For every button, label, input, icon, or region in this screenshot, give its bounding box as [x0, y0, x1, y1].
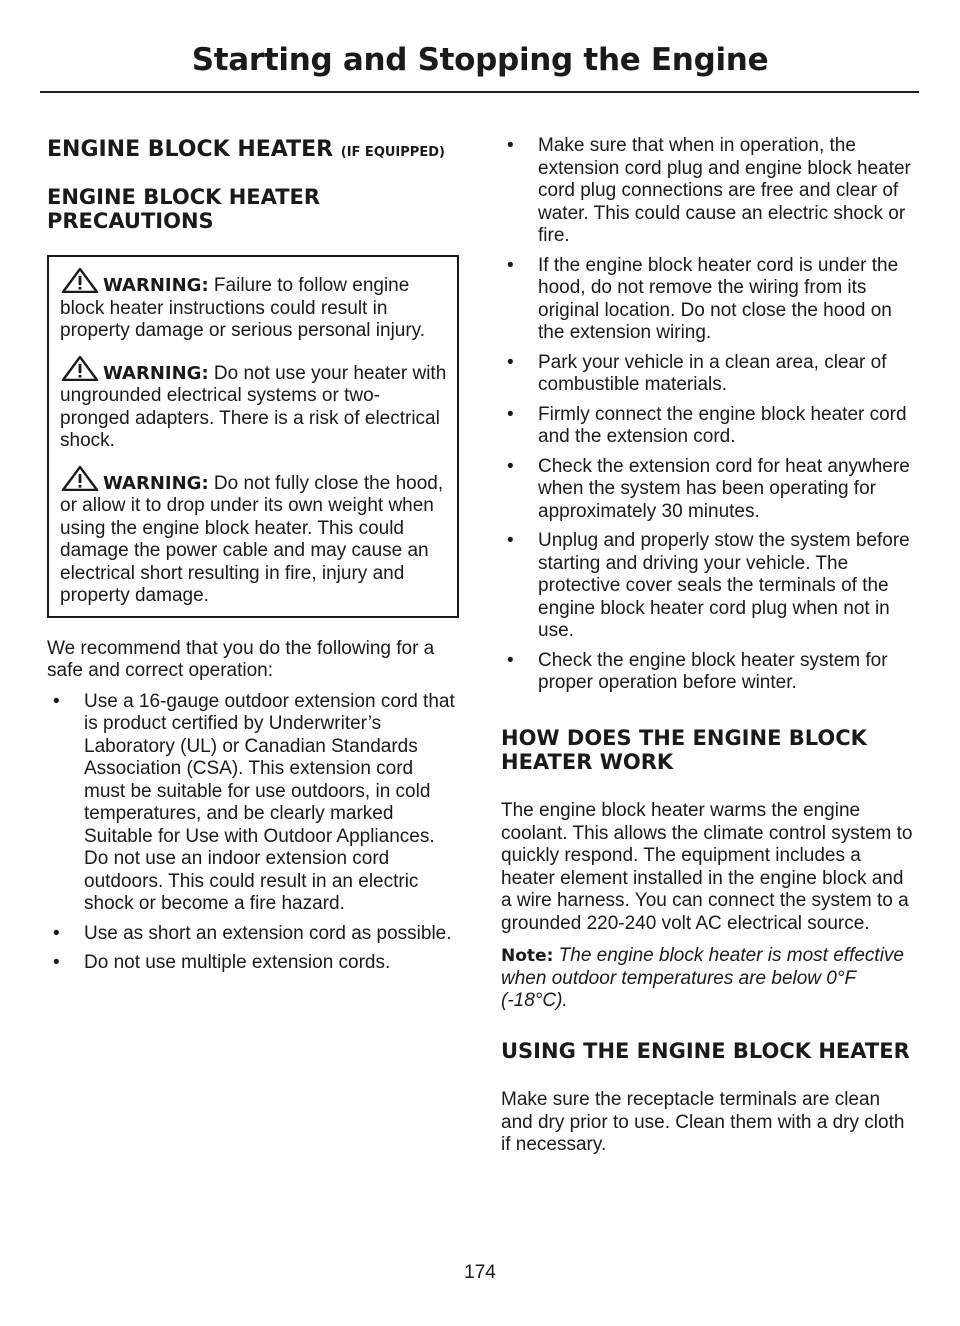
warning-triangle-icon — [61, 267, 99, 293]
warning-text: Failure to follow engine block heater instructions could result in property damage or serious personal injury. — [60, 275, 426, 342]
bullet: • — [53, 922, 60, 944]
warning-text: Do not fully close the hood, or allow it to drop under its own weight when using the engine block heater. This could damage the power cable and may cause an electrical short resulting in fire, injury and property damage. — [60, 472, 444, 607]
list-item-text: Check the extension cord for heat anywhere when the system has been operating for approximately 30 minutes. — [538, 455, 910, 522]
bullet: • — [53, 952, 60, 974]
bullet: • — [507, 649, 514, 671]
warning-box — [47, 255, 459, 618]
warning-item — [60, 355, 448, 453]
list-item-text: Use a 16-gauge outdoor extension cord that is product certified by Underwriter’s Laboratory (UL) or Canadian Standards Association (CSA). This extension cord must be suitable for use outdoors, in cold temperatures, and be clearly marked Suitable for Use with Outdoor Appliances. Do not use an indoor extension cord outdoors. This could result in an electric shock or become a fire hazard. — [84, 690, 455, 915]
section-heading-engine-block-heater — [47, 135, 459, 165]
list-item — [501, 650, 913, 695]
header-divider — [40, 91, 919, 93]
note-label: Note: — [501, 946, 554, 967]
heading-suffix: (IF EQUIPPED) — [340, 145, 445, 160]
bullet: • — [507, 254, 514, 276]
subsection-heading-precautions: ENGINE BLOCK HEATER PRECAUTIONS — [47, 184, 321, 234]
list-item-text: Firmly connect the engine block heater cord and the extension cord. — [538, 403, 907, 447]
using-heater-paragraph: Make sure the receptacle terminals are clean and dry prior to use. Clean them with a dry cloth if necessary. — [501, 1089, 905, 1156]
list-item — [47, 691, 459, 916]
list-item — [501, 135, 913, 248]
list-item — [501, 404, 913, 449]
page-number: 174 — [464, 1262, 496, 1283]
heading-text: ENGINE BLOCK HEATER — [47, 137, 334, 162]
warning-item — [60, 465, 448, 608]
warning-label: WARNING: — [103, 275, 209, 297]
warning-item — [60, 267, 448, 343]
bullet: • — [507, 455, 514, 477]
warning-label: WARNING: — [103, 472, 209, 494]
left-column — [47, 135, 459, 982]
precaution-list-continued — [501, 135, 913, 695]
list-item — [47, 952, 459, 975]
list-item — [501, 530, 913, 643]
list-item-text: If the engine block heater cord is under the hood, do not remove the wiring from its original location. Do not close the hood on the extension wiring. — [538, 254, 899, 343]
bullet: • — [507, 530, 514, 551]
note-text: The engine block heater is most effective when outdoor temperatures are below 0°F (-18°C). — [501, 945, 905, 1012]
list-item — [501, 255, 913, 345]
warning-text: Do not use your heater with ungrounded electrical systems or two-pronged adapters. There is a risk of electrical shock. — [60, 362, 447, 452]
list-item-text: Unplug and properly stow the system before starting and driving your vehicle. The protective cover seals the terminals of the engine block heater cord plug when not in use. — [538, 530, 910, 641]
warning-triangle-icon — [61, 355, 99, 381]
list-item-text: Park your vehicle in a clean area, clear of combustible materials. — [538, 351, 887, 395]
bullet: • — [53, 690, 60, 712]
list-item — [501, 352, 913, 397]
precaution-list — [47, 691, 459, 975]
list-item-text: Do not use multiple extension cords. — [84, 952, 391, 974]
list-item — [47, 923, 459, 946]
right-column — [501, 135, 913, 1165]
bullet: • — [507, 351, 514, 373]
subsection-heading-how-it-works: HOW DOES THE ENGINE BLOCK HEATER WORK — [501, 725, 867, 774]
list-item-text: Make sure that when in operation, the extension cord plug and engine block heater cord plug connections are free and clear of water. This could cause an electric shock or fire. — [538, 135, 911, 246]
warning-triangle-icon — [61, 465, 99, 491]
note — [501, 945, 913, 1013]
list-item-text: Use as short an extension cord as possible. — [84, 922, 452, 944]
warning-label: WARNING: — [103, 362, 209, 384]
chapter-title: Starting and Stopping the Engine — [191, 42, 769, 78]
bullet: • — [507, 403, 514, 425]
bullet: • — [507, 135, 514, 156]
how-it-works-paragraph: The engine block heater warms the engine coolant. This allows the climate control system to quickly respond. The equipment includes a heater element installed in the engine block and a wire harness. You can connect the system to a grounded 220-240 volt AC electrical source. — [501, 800, 913, 934]
list-item — [501, 456, 913, 524]
subsection-heading-using-heater: USING THE ENGINE BLOCK HEATER — [501, 1038, 910, 1063]
list-item-text: Check the engine block heater system for proper operation before winter. — [538, 649, 888, 693]
intro-paragraph: We recommend that you do the following for a safe and correct operation: — [47, 637, 435, 682]
